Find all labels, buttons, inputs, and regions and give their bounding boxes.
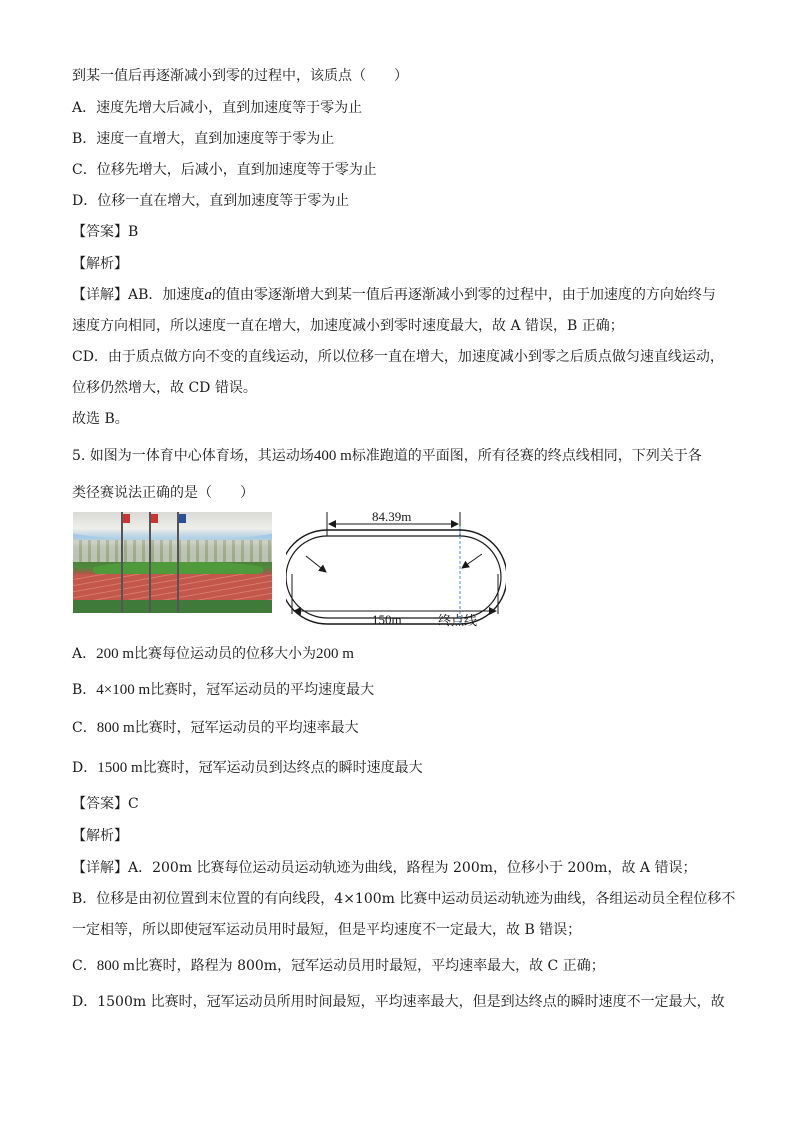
q5-stem-line-2: 类径赛说法正确的是（ ） bbox=[72, 485, 254, 501]
q5-detail-b-line-2: 一定相等，所以即使冠军运动员用时最短，但是平均速度不一定最大，故 B 错误； bbox=[72, 922, 582, 938]
acceleration-symbol: a bbox=[204, 287, 212, 303]
q4-option-b: B．速度一直增大，直到加速度等于零为止 bbox=[72, 131, 335, 147]
q5-option-b: B．4×100 m比赛时，冠军运动员的平均速度最大 bbox=[72, 682, 375, 698]
q5-detail-a: 【详解】A．200m 比赛每位运动员运动轨迹为曲线，路程为 200m，位移小于 200m，故 A 错误； bbox=[72, 860, 697, 876]
q5-option-c: C．800 m比赛时，冠军运动员的平均速率最大 bbox=[72, 720, 359, 736]
q4-conclusion: 故选 B。 bbox=[72, 411, 129, 427]
q5-answer: 【答案】C bbox=[72, 796, 139, 812]
q4-detail-line-2: 速度方向相同，所以速度一直在增大，加速度减小到零时速度最大，故 A 错误，B 正确； bbox=[72, 318, 624, 334]
stadium-photo bbox=[73, 512, 272, 613]
finish-line-label: 终点线 bbox=[438, 613, 478, 628]
q5-option-a: A．200 m比赛每位运动员的位移大小为200 m bbox=[72, 646, 354, 662]
q5-stem-text-a: 5. 如图为一体育中心体育场，其运动场 bbox=[72, 448, 314, 464]
q4-detail-line-3: CD．由于质点做方向不变的直线运动，所以位移一直在增大，加速度减小到零之后质点做匀速直线运动， bbox=[72, 349, 724, 365]
top-length-label: 84.39m bbox=[372, 509, 412, 524]
q5-detail-c: C．800 m比赛时，路程为 800m，冠军运动员用时最短，平均速率最大，故 C 正确； bbox=[72, 958, 605, 974]
q4-option-d: D．位移一直在增大，直到加速度等于零为止 bbox=[72, 193, 350, 209]
q4-analysis-heading: 【解析】 bbox=[72, 256, 128, 272]
q5-stem-math: 400 m bbox=[313, 448, 352, 464]
q4-detail-text-b: 的值由零逐渐增大到某一值后再逐渐减小到零的过程中，由于加速度的方向始终与 bbox=[211, 287, 716, 303]
q4-option-a: A．速度先增大后减小，直到加速度等于零为止 bbox=[72, 100, 363, 116]
bottom-length-label: 150m bbox=[372, 612, 402, 627]
track-plan-diagram bbox=[286, 508, 506, 630]
q5-analysis-heading: 【解析】 bbox=[72, 828, 128, 844]
q5-detail-d: D．1500m 比赛时，冠军运动员所用时间最短，平均速率最大，但是到达终点的瞬时速度不一定最大，故 bbox=[72, 994, 725, 1010]
q5-option-d: D．1500 m比赛时，冠军运动员到达终点的瞬时速度最大 bbox=[72, 760, 423, 776]
q4-option-c: C．位移先增大，后减小，直到加速度等于零为止 bbox=[72, 162, 377, 178]
q5-stem-line-1 bbox=[72, 446, 702, 466]
q5-detail-b-line-1: B．位移是由初位置到末位置的有向线段，4×100m 比赛中运动员运动轨迹为曲线，各组运动员全程位移不 bbox=[72, 891, 736, 907]
q5-stem-text-b: 标准跑道的平面图，所有径赛的终点线相同，下列关于各 bbox=[351, 448, 702, 464]
q4-detail-text-a: 【详解】AB．加速度 bbox=[72, 287, 205, 303]
q4-detail-line-1 bbox=[72, 285, 716, 305]
q4-answer: 【答案】B bbox=[72, 224, 139, 240]
q4-stem-tail: 到某一值后再逐渐减小到零的过程中，该质点（ ） bbox=[72, 68, 408, 84]
q4-detail-line-4: 位移仍然增大，故 CD 错误。 bbox=[72, 380, 257, 396]
